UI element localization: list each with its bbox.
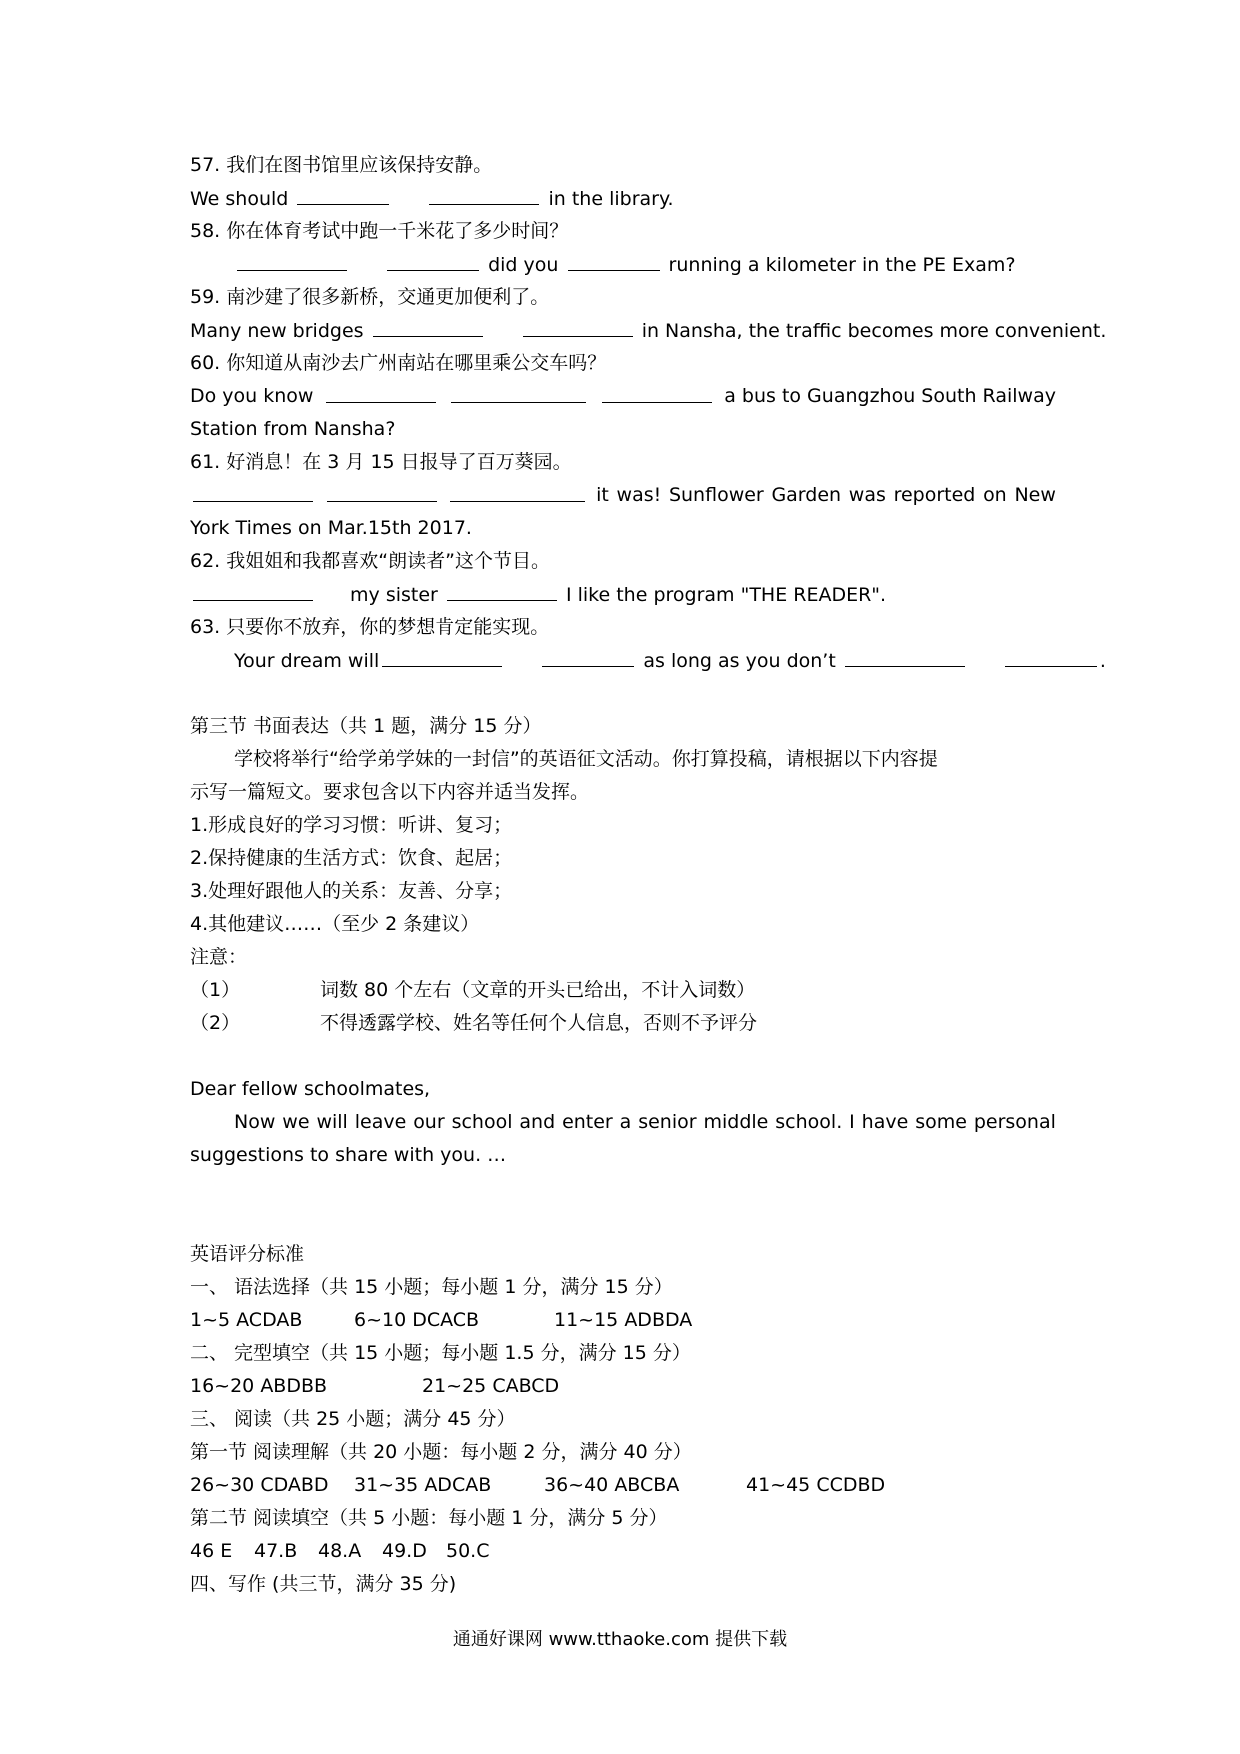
answer-group: 41~45 CCDBD (746, 1474, 886, 1496)
q60-chinese: 60. 你知道从南沙去广州南站在哪里乘公交车吗？ (190, 352, 607, 374)
q61-blank-1[interactable] (193, 483, 313, 502)
note-2-text: 不得透露学校、姓名等任何个人信息，否则不予评分 (320, 1012, 758, 1034)
answer-group: 36~40 ABCBA (544, 1474, 680, 1496)
q59-english (190, 318, 1106, 344)
q63-blank-3[interactable] (845, 648, 965, 667)
q60-blank-2[interactable] (451, 384, 586, 403)
answer-group: 26~30 CDABD (190, 1474, 329, 1496)
letter-word: school. (775, 1111, 843, 1133)
writing-point-4: 4.其他建议……（至少 2 条建议） (190, 913, 480, 935)
answer-item: 46 E (190, 1540, 233, 1562)
letter-body-line-2: suggestions to share with you. … (190, 1144, 507, 1166)
q60-text-b: a bus to Guangzhou South Railway (724, 385, 1056, 407)
answer-group: 16~20 ABDBB (190, 1375, 328, 1397)
answers-section-3: 三、 阅读（共 25 小题；满分 45 分） (190, 1408, 516, 1430)
q60-blank-1[interactable] (326, 384, 436, 403)
q58-blank-2[interactable] (387, 252, 479, 271)
q62-blank-1[interactable] (193, 582, 313, 601)
q57-blank-2[interactable] (429, 186, 539, 205)
q62-text-b: I like the program "THE READER". (565, 584, 887, 606)
writing-point-2: 2.保持健康的生活方式：饮食、起居； (190, 847, 513, 869)
letter-word: and (519, 1111, 556, 1133)
letter-word: our (413, 1111, 445, 1133)
answers-section-4: 四、写作 (共三节，满分 35 分) (190, 1573, 457, 1595)
writing-point-3: 3.处理好跟他人的关系：友善、分享； (190, 880, 513, 902)
q61-word: reported (893, 484, 976, 506)
q61-english (190, 483, 1056, 508)
q57-chinese: 57. 我们在图书馆里应该保持安静。 (190, 154, 493, 176)
q57-blank-1[interactable] (297, 186, 389, 205)
q59-blank-2[interactable] (523, 318, 633, 337)
q58-text-b: running a kilometer in the PE Exam? (668, 254, 1016, 276)
letter-word: will (316, 1111, 348, 1133)
q58-english (234, 252, 1016, 278)
q61-word: Sunflower (668, 484, 764, 506)
q62-blank-2[interactable] (447, 582, 557, 601)
q63-blank-2[interactable] (542, 648, 634, 667)
answers-section-3-1: 第一节 阅读理解（共 20 小题：每小题 2 分，满分 40 分） (190, 1441, 692, 1463)
note-2-label: （2） (190, 1012, 241, 1034)
note-1-label: （1） (190, 979, 241, 1001)
q59-chinese: 59. 南沙建了很多新桥，交通更加便利了。 (190, 286, 550, 308)
note-1-text: 词数 80 个左右（文章的开头已给出，不计入词数） (320, 979, 756, 1001)
q63-blank-1[interactable] (382, 648, 502, 667)
letter-word: enter (562, 1111, 613, 1133)
q61-english-cont: York Times on Mar.15th 2017. (190, 517, 472, 539)
letter-word: some (915, 1111, 967, 1133)
letter-word: leave (354, 1111, 407, 1133)
letter-word: a (619, 1111, 632, 1133)
letter-word: middle (703, 1111, 769, 1133)
answer-group: 31~35 ADCAB (354, 1474, 492, 1496)
q58-chinese: 58. 你在体育考试中跑一千米花了多少时间？ (190, 220, 569, 242)
q60-text-a: Do you know (190, 385, 314, 407)
q63-chinese: 63. 只要你不放弃，你的梦想肯定能实现。 (190, 616, 550, 638)
q61-word: on (983, 484, 1007, 506)
writing-point-1: 1.形成良好的学习习惯：听讲、复习； (190, 814, 513, 836)
writing-note-2 (190, 1011, 757, 1036)
q63-text-b: as long as you don’t (643, 650, 836, 672)
page-footer: 通通好课网 www.tthaoke.com 提供下载 (452, 1629, 788, 1650)
q57-text-a: We should (190, 188, 289, 210)
q63-blank-4[interactable] (1005, 648, 1097, 667)
q60-english (190, 384, 1056, 409)
q58-blank-3[interactable] (568, 252, 660, 271)
q60-english-cont: Station from Nansha? (190, 418, 396, 440)
answers-section-3-2: 第二节 阅读填空（共 5 小题：每小题 1 分，满分 5 分） (190, 1507, 668, 1529)
writing-note: 注意： (190, 946, 248, 968)
answers-section-3-2-row (190, 1539, 489, 1564)
q63-english (234, 648, 1106, 674)
q63-end: . (1099, 650, 1106, 672)
answers-section-1: 一、 语法选择（共 15 小题；每小题 1 分，满分 15 分） (190, 1276, 673, 1298)
q59-text-b: in Nansha, the traffic becomes more convenient. (641, 320, 1107, 342)
q63-text-a: Your dream will (234, 650, 380, 672)
q62-english (190, 582, 886, 608)
q61-word: was (848, 484, 886, 506)
q61-word: Garden (771, 484, 842, 506)
q61-chinese: 61. 好消息！在 3 月 15 日报导了百万葵园。 (190, 451, 572, 473)
writing-note-1 (190, 978, 755, 1003)
letter-word: senior (638, 1111, 697, 1133)
answer-item: 47.B (254, 1540, 298, 1562)
q59-blank-1[interactable] (373, 318, 483, 337)
answers-section-1-row (190, 1308, 692, 1333)
answer-group: 1~5 ACDAB (190, 1309, 303, 1331)
writing-intro-2: 示写一篇短文。要求包含以下内容并适当发挥。 (190, 781, 590, 803)
q59-text-a: Many new bridges (190, 320, 364, 342)
answer-item: 49.D (382, 1540, 427, 1562)
answer-group: 6~10 DCACB (354, 1309, 480, 1331)
letter-word: school (451, 1111, 513, 1133)
writing-intro-1: 学校将举行“给学弟学妹的一封信”的英语征文活动。你打算投稿，请根据以下内容提 (234, 748, 938, 770)
q58-blank-1[interactable] (237, 252, 347, 271)
answers-title: 英语评分标准 (190, 1243, 305, 1265)
writing-title: 第三节 书面表达（共 1 题，满分 15 分） (190, 715, 542, 737)
answer-item: 50.C (446, 1540, 490, 1562)
letter-greeting: Dear fellow schoolmates, (190, 1078, 431, 1100)
letter-word: I (849, 1111, 855, 1133)
answers-section-3-1-row (190, 1473, 885, 1498)
q61-blank-3[interactable] (450, 483, 585, 502)
answer-item: 48.A (318, 1540, 362, 1562)
answers-section-2-row (190, 1374, 559, 1399)
q61-word: it (596, 484, 609, 506)
answer-group: 21~25 CABCD (422, 1375, 560, 1397)
q61-word: was! (616, 484, 662, 506)
letter-body-line-1 (234, 1110, 1056, 1135)
q61-blank-2[interactable] (327, 483, 437, 502)
q60-blank-3[interactable] (602, 384, 712, 403)
answer-group: 11~15 ADBDA (554, 1309, 693, 1331)
letter-word: Now (234, 1111, 276, 1133)
letter-word: we (282, 1111, 310, 1133)
q62-chinese: 62. 我姐姐和我都喜欢“朗读者”这个节目。 (190, 550, 550, 572)
q61-word: New (1014, 484, 1056, 506)
q62-text-a: my sister (350, 584, 438, 606)
q57-text-b: in the library. (548, 188, 674, 210)
answers-section-2: 二、 完型填空（共 15 小题；每小题 1.5 分，满分 15 分） (190, 1342, 691, 1364)
letter-word: have (861, 1111, 909, 1133)
q58-text-a: did you (488, 254, 559, 276)
letter-word: personal (973, 1111, 1056, 1133)
q57-english (190, 186, 674, 212)
